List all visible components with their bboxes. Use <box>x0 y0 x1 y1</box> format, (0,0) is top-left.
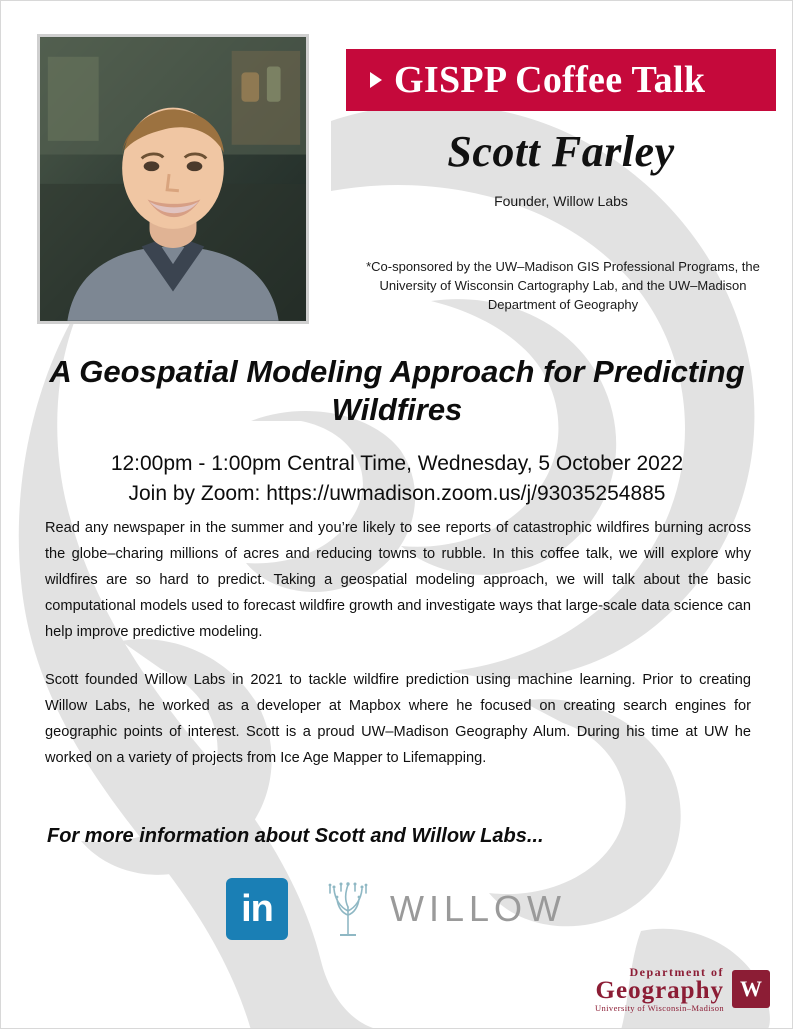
gispp-title-banner <box>346 49 776 111</box>
uw-logo-text <box>595 966 724 1013</box>
linkedin-icon[interactable] <box>226 878 288 940</box>
uw-department-label: Department of <box>629 964 724 979</box>
speaker-role: Founder, Willow Labs <box>494 193 628 209</box>
speaker-bio: Scott founded Willow Labs in 2021 to tackle wildfire prediction using machine learning. Prior to creating Willow Labs, he worked as a developer at Mapbox where he focused on creating search engines for geographic points of interest. Scott is a proud UW–Madison Geography Alum. During his time at UW he worked on a variety of projects from Ice Age Mapper to Lifemapping. <box>45 672 751 766</box>
banner-title: GISPP Coffee Talk <box>394 59 706 101</box>
speaker-name: Scott Farley <box>447 127 675 176</box>
cosponsor-note: *Co-sponsored by the UW–Madison GIS Professional Programs, the University of Wisconsin Cartography Lab, and the UW–Madison Department of Geography <box>366 259 760 312</box>
uw-geography-logo <box>595 966 770 1013</box>
willow-wordmark: WILLOW <box>390 888 567 929</box>
linkedin-label: in <box>241 887 273 930</box>
talk-time: 12:00pm - 1:00pm Central Time, Wednesday, 5 October 2022 <box>110 452 684 475</box>
uw-crest-icon: W <box>732 970 770 1008</box>
uw-unit-label: Geography <box>595 976 724 1004</box>
willow-labs-logo[interactable] <box>316 877 566 941</box>
speaker-portrait <box>37 34 309 324</box>
willow-tree-icon <box>316 877 380 941</box>
uw-university-label: University of Wisconsin–Madison <box>594 1002 724 1013</box>
more-info-heading: For more information about Scott and Willow Labs... <box>47 825 544 847</box>
social-logos <box>226 877 566 941</box>
triangle-right-icon <box>370 72 382 88</box>
talk-title: A Geospatial Modeling Approach for Predicting Wildfires <box>49 354 745 427</box>
talk-body <box>45 515 751 793</box>
talk-join-link[interactable]: Join by Zoom: https://uwmadison.zoom.us/j/93035254885 <box>128 482 666 505</box>
talk-logistics <box>47 449 747 509</box>
talk-abstract: Read any newspaper in the summer and you’re likely to see reports of catastrophic wildfires burning across the globe–charing millions of acres and reducing towns to rubble. In this coffee talk, we will explore why wildfires are so hard to predict. Taking a geospatial modeling approach, we will talk about the basic computational models used to forecast wildfire growth and investigate ways that large-scale data science can help improve predictive modeling. <box>45 520 751 640</box>
